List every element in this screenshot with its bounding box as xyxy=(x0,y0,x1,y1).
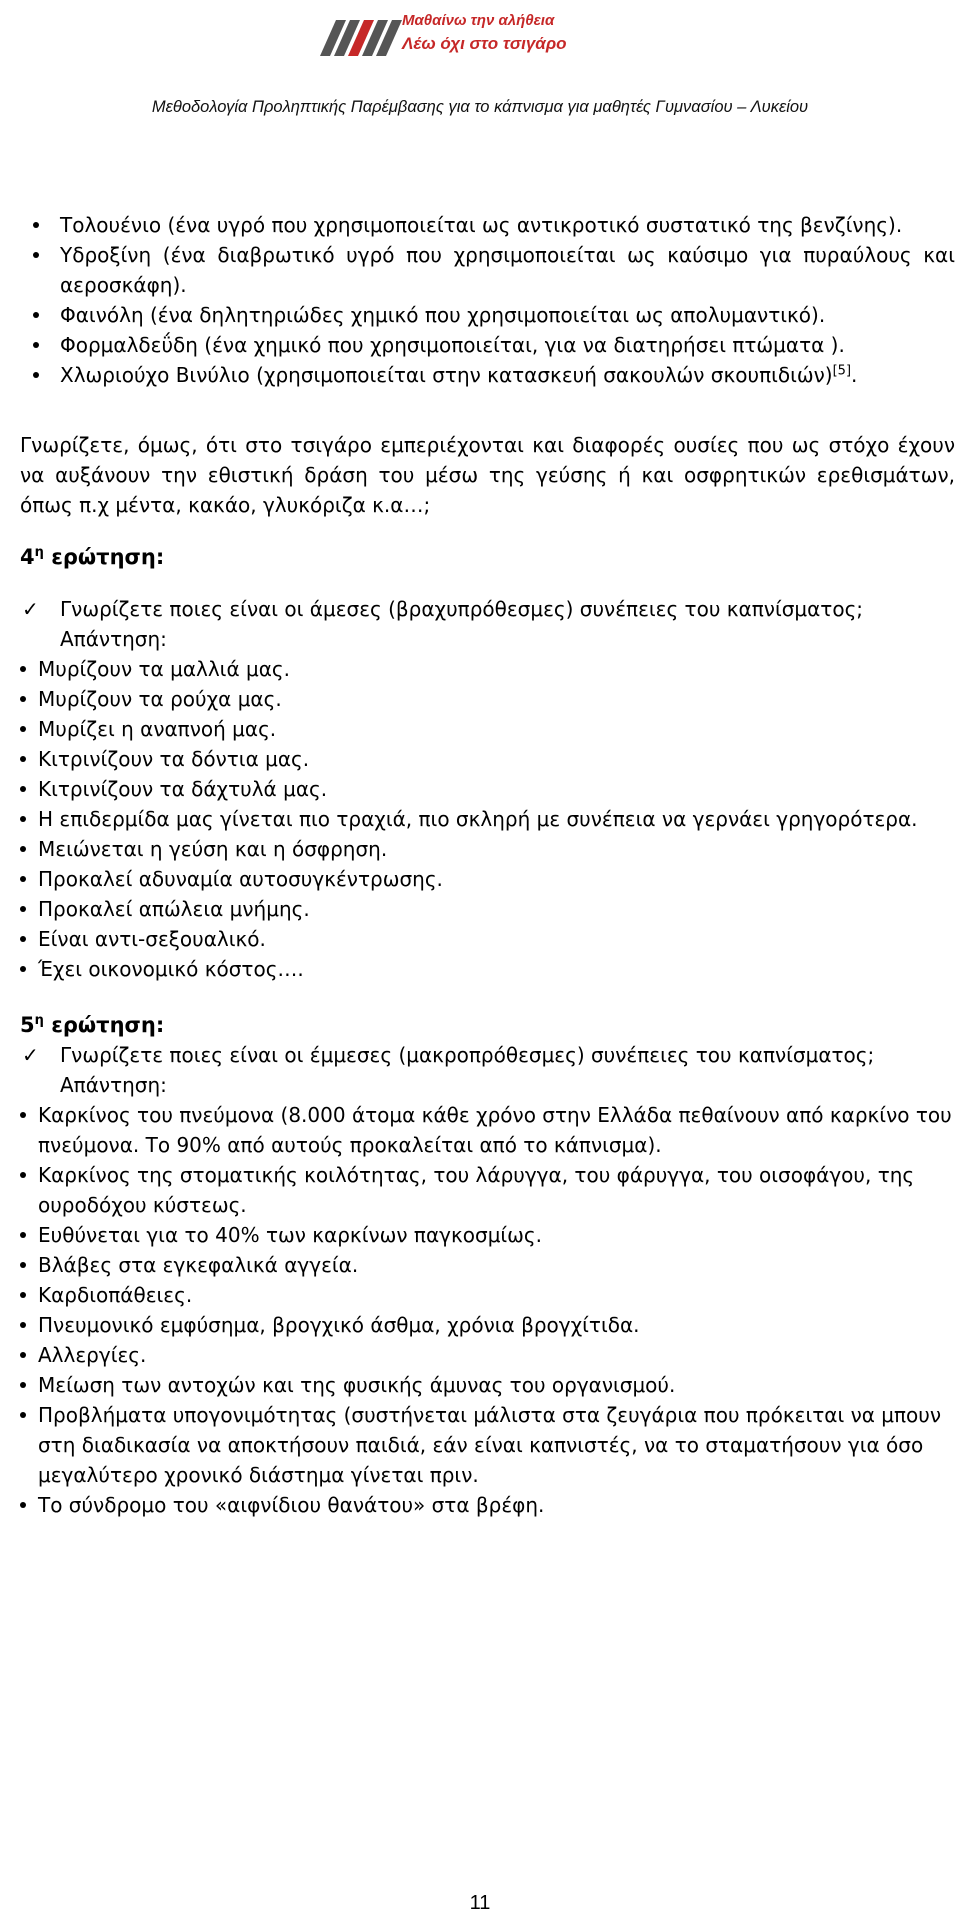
question-text: Γνωρίζετε ποιες είναι οι έμμεσες (μακροπρόθεσμες) συνέπειες του καπνίσματος; xyxy=(60,1043,875,1067)
question-4 xyxy=(20,594,955,624)
question-number-sup: η xyxy=(34,1013,44,1028)
list-item-text: Τολουένιο (ένα υγρό που χρησιμοποιείται ως αντικροτικό συστατικό της βενζίνης). xyxy=(60,213,903,237)
list-item-text: Μείωση των αντοχών και της φυσικής άμυνας του οργανισμού. xyxy=(38,1373,676,1397)
list-item xyxy=(20,684,955,714)
list-item xyxy=(20,894,955,924)
list-item-text: Κιτρινίζουν τα δάχτυλά μας. xyxy=(38,777,328,801)
list-item-text: Υδροξίνη (ένα διαβρωτικό υγρό που χρησιμοποιείται ως καύσιμο για πυραύλους και αεροσκάφη). xyxy=(60,243,955,297)
logo-stripes-icon xyxy=(320,20,402,56)
list-item xyxy=(20,954,955,984)
list-item xyxy=(20,1310,955,1340)
list-item xyxy=(20,330,955,360)
question-text: Γνωρίζετε ποιες είναι οι άμεσες (βραχυπρόθεσμες) συνέπειες του καπνίσματος; xyxy=(60,597,864,621)
logo-slogan: Λέω όχι στο τσιγάρο xyxy=(402,34,567,53)
question-5 xyxy=(20,1040,955,1070)
list-item-text: Κιτρινίζουν τα δόντια μας. xyxy=(38,747,310,771)
list-item-text: Καρκίνος του πνεύμονα (8.000 άτομα κάθε χρόνο στην Ελλάδα πεθαίνουν από καρκίνο του πνεύμονα. Το 90% από αυτούς προκαλείται από το κάπνισμα). xyxy=(38,1103,952,1157)
list-item-text: Προβλήματα υπογονιμότητας (συστήνεται μάλιστα στα ζευγάρια που πρόκειται να μπουν στη διαδικασία να αποκτήσουν παιδιά, εάν είναι καπνιστές, να το σταματήσουν για όσο μεγαλύτερο χρονικό διάστημα γίνεται πριν. xyxy=(38,1403,942,1487)
list-item xyxy=(20,774,955,804)
list-item xyxy=(20,210,955,240)
question-number: 4 xyxy=(20,545,35,569)
list-item-text: Αλλεργίες. xyxy=(38,1343,147,1367)
list-item xyxy=(20,1280,955,1310)
list-item xyxy=(20,864,955,894)
question-number-sup: η xyxy=(34,545,44,560)
question-label: ερώτηση: xyxy=(51,545,165,569)
reference-mark: [5] xyxy=(832,363,852,379)
list-item xyxy=(20,654,955,684)
list-item xyxy=(20,360,955,390)
page-number: 11 xyxy=(469,1892,491,1914)
header-subtitle: Μεθοδολογία Προληπτικής Παρέμβασης για το κάπνισμα για μαθητές Γυμνασίου – Λυκείου xyxy=(151,98,809,116)
list-item-text: Καρδιοπάθειες. xyxy=(38,1283,193,1307)
list-item-text: Προκαλεί απώλεια μνήμης. xyxy=(38,897,310,921)
list-item-text: Η επιδερμίδα μας γίνεται πιο τραχιά, πιο σκληρή με συνέπεια να γερνάει γρηγορότερα. xyxy=(38,807,918,831)
list-item-text: Ευθύνεται για το 40% των καρκίνων παγκοσμίως. xyxy=(38,1223,543,1247)
list-item xyxy=(20,1370,955,1400)
list-item-text: Φορμαλδεΰδη (ένα χημικό που χρησιμοποιείται, για να διατηρήσει πτώματα ). xyxy=(60,333,845,357)
question-4-heading xyxy=(20,542,955,572)
list-item-text: Το σύνδρομο του «αιφνίδιου θανάτου» στα βρέφη. xyxy=(38,1493,545,1517)
list-item-text: Έχει οικονομικό κόστος…. xyxy=(38,957,304,981)
list-item xyxy=(20,1220,955,1250)
list-item-text: Μυρίζουν τα μαλλιά μας. xyxy=(38,657,290,681)
checkmark-icon: ✓ xyxy=(22,597,39,621)
list-item-text: Είναι αντι-σεξουαλικό. xyxy=(38,927,266,951)
list-item xyxy=(20,714,955,744)
list-item xyxy=(20,1100,955,1160)
list-item-text: Χλωριούχο Βινύλιο (χρησιμοποιείται στην κατασκευή σακουλών σκουπιδιών) xyxy=(60,363,833,387)
list-item-text: Μειώνεται η γεύση και η όσφρηση. xyxy=(38,837,388,861)
long-term-effects-list xyxy=(20,1100,955,1520)
list-item-text: Πνευμονικό εμφύσημα, βρογχικό άσθμα, χρόνια βρογχίτιδα. xyxy=(38,1313,640,1337)
additives-paragraph: Γνωρίζετε, όμως, ότι στο τσιγάρο εμπεριέχονται και διαφορές ουσίες που ως στόχο έχουν να αυξάνουν την εθιστική δράση του μέσω της γεύσης ή και οσφρητικών ερεθισμάτων, όπως π.χ μέντα, κακάο, γλυκόριζα κ.α…; xyxy=(20,433,955,517)
list-item xyxy=(20,804,955,834)
list-item-text: Μυρίζει η αναπνοή μας. xyxy=(38,717,277,741)
list-item xyxy=(20,1340,955,1370)
question-label: ερώτηση: xyxy=(51,1013,165,1037)
substances-list xyxy=(20,210,955,390)
short-term-effects-list xyxy=(20,654,955,984)
list-item xyxy=(20,1160,955,1220)
list-item xyxy=(20,924,955,954)
list-item-text: Βλάβες στα εγκεφαλικά αγγεία. xyxy=(38,1253,359,1277)
checkmark-icon: ✓ xyxy=(22,1043,39,1067)
logo-title: Μαθαίνω την αλήθεια xyxy=(402,12,555,29)
document-body xyxy=(20,210,955,1520)
list-item xyxy=(20,240,955,300)
list-item-text: Καρκίνος της στοματικής κοιλότητας, του λάρυγγα, του φάρυγγα, του οισοφάγου, της ουροδόχου κύστεως. xyxy=(38,1163,915,1217)
answer-label: Απάντηση: xyxy=(60,1073,167,1097)
answer-label: Απάντηση: xyxy=(60,627,167,651)
question-5-heading xyxy=(20,1010,955,1040)
list-item xyxy=(20,1490,955,1520)
list-item xyxy=(20,1400,955,1490)
list-item-text: Μυρίζουν τα ρούχα μας. xyxy=(38,687,282,711)
list-item-text: Φαινόλη (ένα δηλητηριώδες χημικό που χρησιμοποιείται ως απολυμαντικό). xyxy=(60,303,826,327)
list-item xyxy=(20,1250,955,1280)
page-header xyxy=(0,0,960,130)
list-item xyxy=(20,300,955,330)
list-item-end: . xyxy=(851,363,858,387)
list-item-text: Προκαλεί αδυναμία αυτοσυγκέντρωσης. xyxy=(38,867,443,891)
question-number: 5 xyxy=(20,1013,35,1037)
list-item xyxy=(20,744,955,774)
list-item xyxy=(20,834,955,864)
